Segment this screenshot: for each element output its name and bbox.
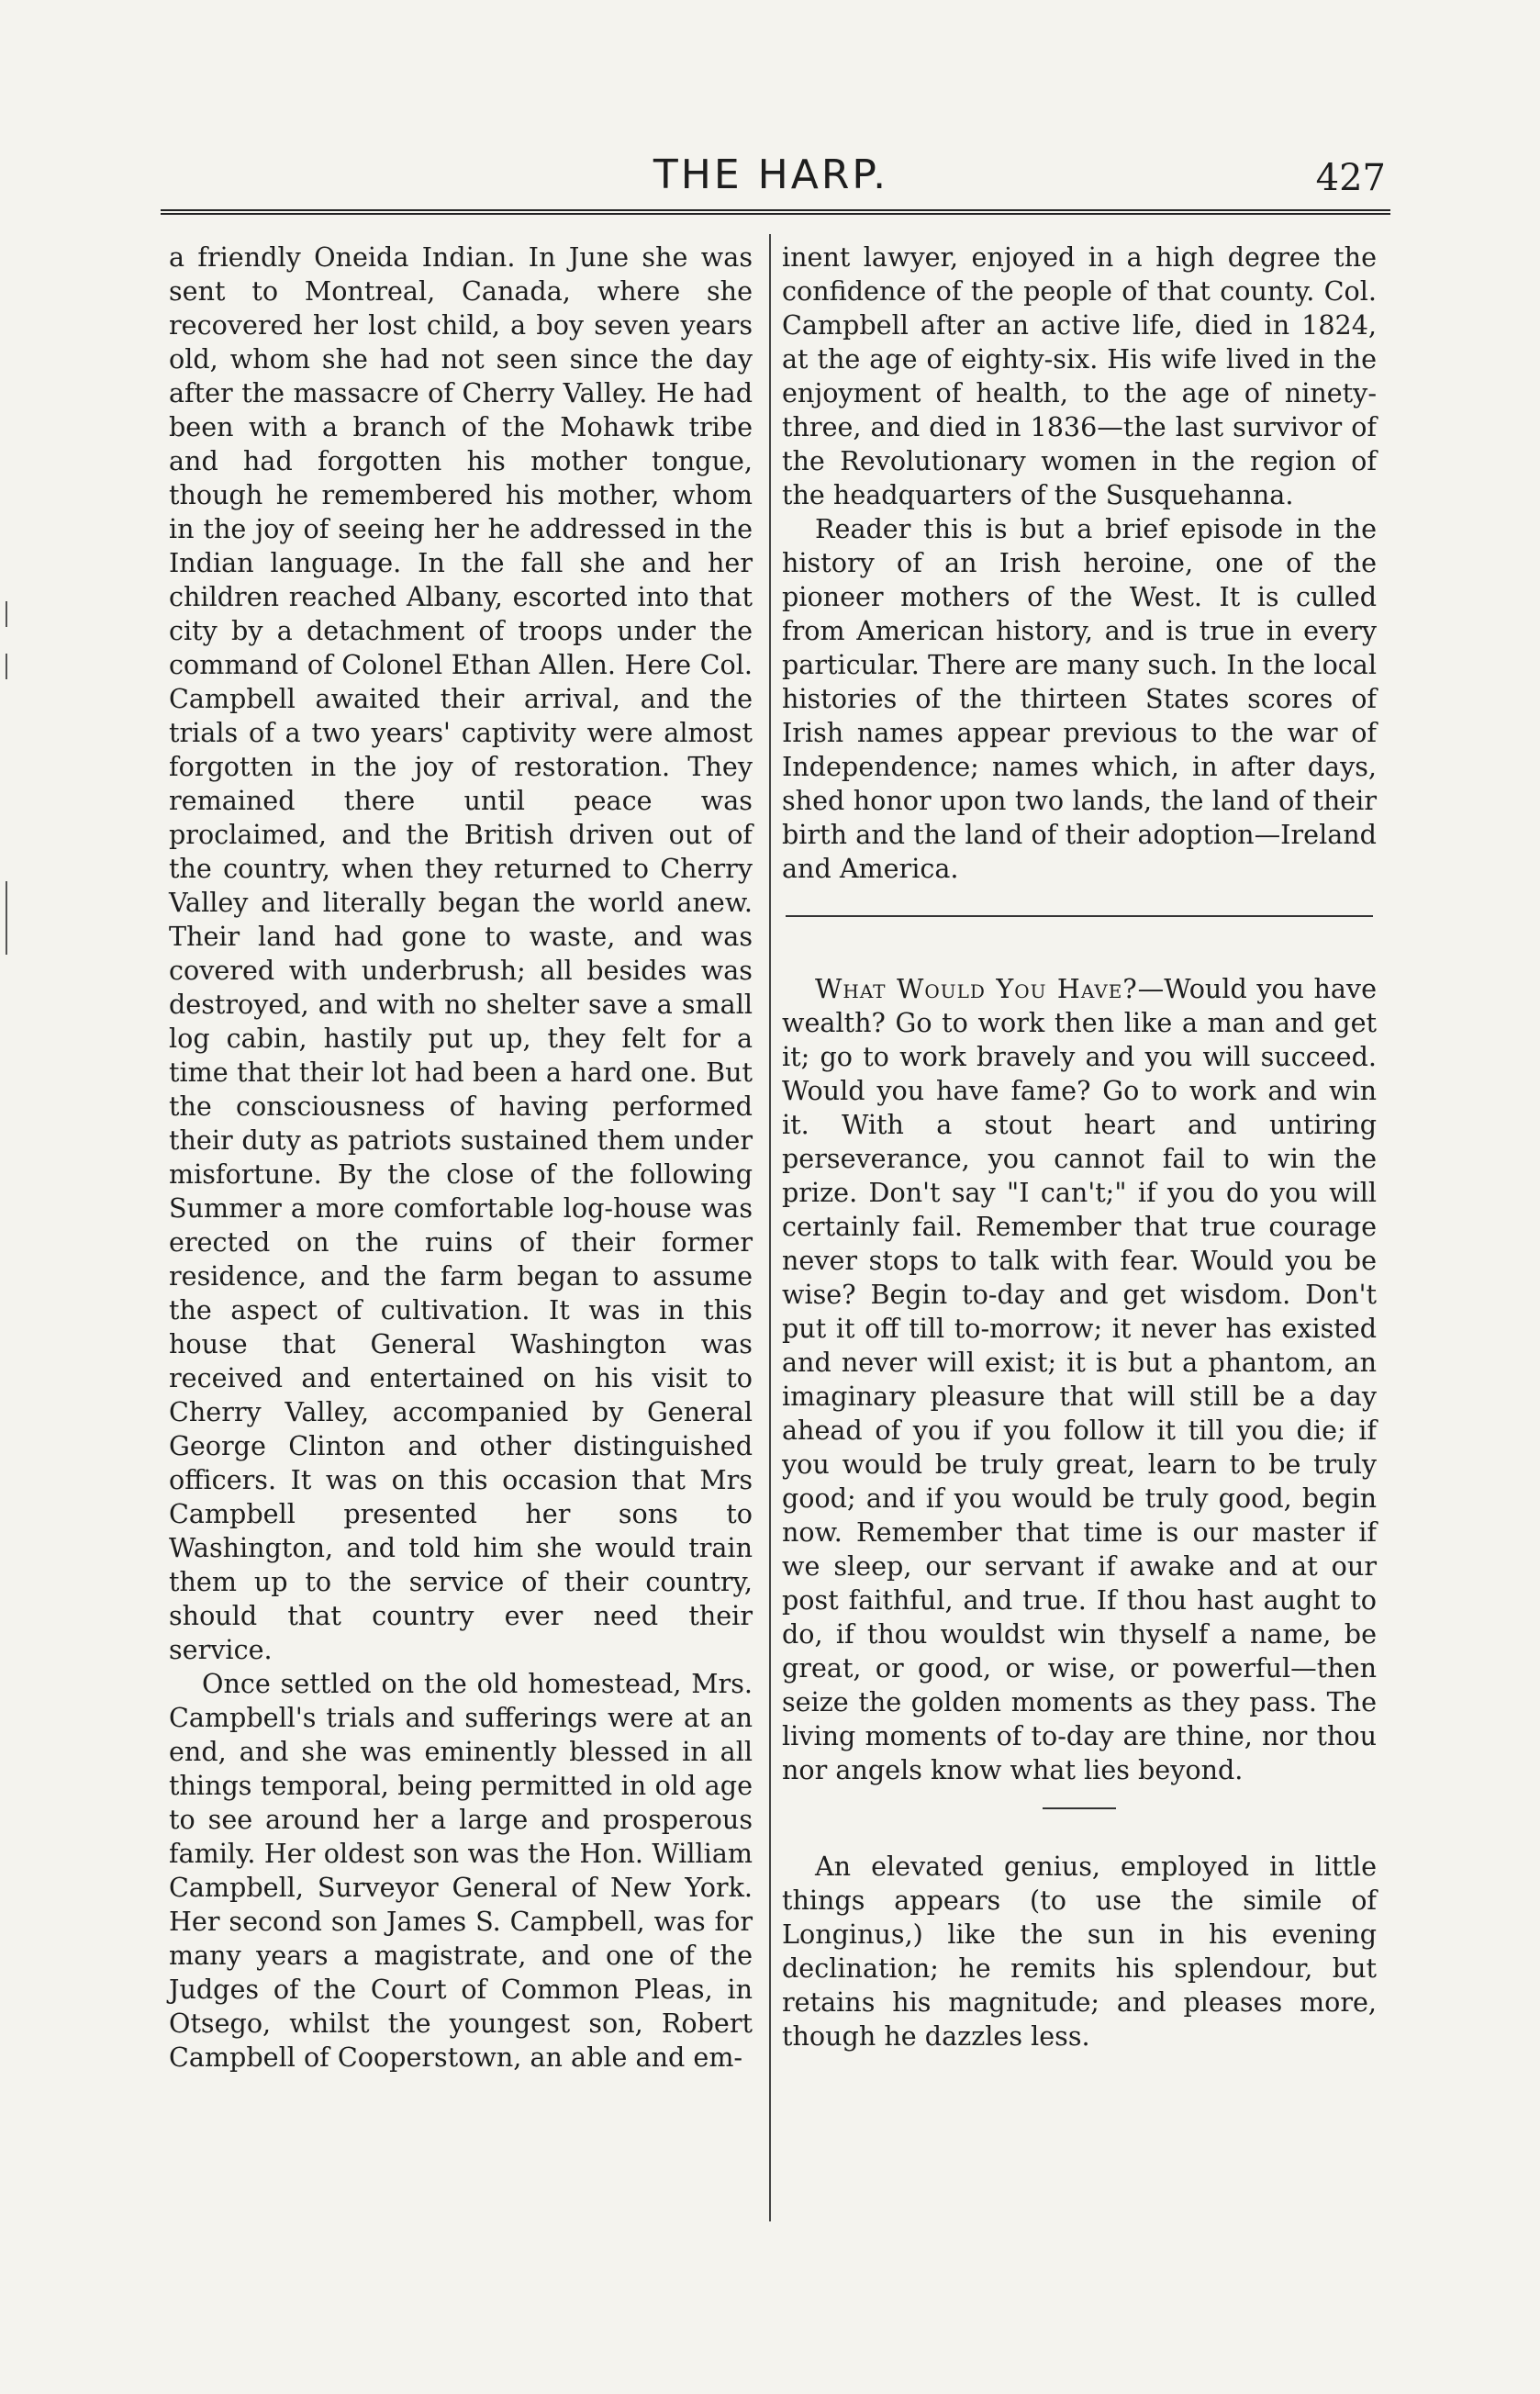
left-column xyxy=(169,241,753,2075)
article-body: —Would you have wealth? Go to work then like a man and get it; go to work bravely and you will succeed. Would you have fame? Go to work and win it. With a stout heart and untiring perseverance, you cannot fail to win the prize. Don't say "I can't;" if you do you will certainly fail. Remember that true courage never stops to talk with fear. Would you be wise? Begin to-day and get wisdom. Don't put it off till to-morrow; it never has existed and never will exist; it is but a phantom, an imaginary pleasure that will still be a day ahead of you if you follow it till you die; if you would be truly great, learn to be truly good; and if you would be truly good, begin now. Remember that time is our master if we sleep, our servant if awake and at our post faithful, and true. If thou hast aught to do, if thou wouldst win thyself a name, be great, or good, or wise, or powerful—then seize the golden moments as they pass. The living moments of to-day are thine, nor thou nor angels know what lies beyond. xyxy=(782,973,1377,1785)
short-separator xyxy=(1043,1807,1116,1809)
article-separator xyxy=(786,915,1373,917)
running-title: THE HARP. xyxy=(653,151,889,198)
header-double-rule xyxy=(161,209,1390,215)
article-elevated-genius: An elevated genius, employed in little things appears (to use the simile of Longinus,) like the sun in his evening declination; he remits his splendour, but retains his magnitude; and pleases more, though he dazzles less. xyxy=(782,1851,1377,2052)
article-what-would-you-have xyxy=(782,972,1377,1787)
article-paragraph: Once settled on the old homestead, Mrs. Campbell's trials and sufferings were at an end, and she was eminently blessed in all things temporal, being permitted in old age to see around her a large and prosperous family. Her oldest son was the Hon. William Campbell, Surveyor General of New York. Her second son James S. Campbell, was for many years a magistrate, and one of the Judges of the Court of Common Pleas, in Otsego, whilst the youngest son, Robert Campbell of Cooperstown, an able and em- xyxy=(169,1668,753,2073)
article-lead-heading: What Would You Have? xyxy=(815,973,1138,1004)
article-paragraph: a friendly Oneida Indian. In June she was sent to Montreal, Canada, where she recovered her lost child, a boy seven years old, whom she had not seen since the day after the massacre of Cherry Valley. He had been with a branch of the Mohawk tribe and had forgotten his mother tongue, though he remembered his mother, whom in the joy of seeing her he addressed in the Indian language. In the fall she and her children reached Albany, escorted into that city by a detachment of troops under the command of Colonel Ethan Allen. Here Col. Campbell awaited their arrival, and the trials of a two years' captivity were almost forgotten in the joy of restoration. They remained there until peace was proclaimed, and the British driven out of the country, when they returned to Cherry Valley and literally began the world anew. Their land had gone to waste, and was covered with underbrush; all besides was destroyed, and with no shelter save a small log cabin, hastily put up, they felt for a time that their lot had been a hard one. But the consciousness of having performed their duty as patriots sustained them under misfortune. By the close of the following Summer a more comfortable log-house was erected on the ruins of their former residence, and the farm began to assume the aspect of cultivation. It was in this house that General Washington was received and entertained on his visit to Cherry Valley, accompanied by General George Clinton and other distinguished officers. It was on this occasion that Mrs Campbell presented her sons to Washington, and told him she would train them up to the service of their country, should that country ever need their service. xyxy=(169,241,753,1665)
column-divider xyxy=(769,234,771,2221)
article-paragraph: inent lawyer, enjoyed in a high degree the confidence of the people of that county. Col. Campbell after an active life, died in 1824, at the age of eighty-six. His wife lived in the enjoyment of health, to the age of ninety-three, and died in 1836—the last survivor of the Revolutionary women in the region of the headquarters of the Susquehanna. xyxy=(782,241,1377,510)
margin-mark xyxy=(6,654,7,679)
margin-mark xyxy=(6,601,7,627)
page-header xyxy=(156,151,1386,207)
article-paragraph: Reader this is but a brief episode in the history of an Irish heroine, one of the pioneer mothers of the West. It is culled from American history, and is true in every particular. There are many such. In the local histories of the thirteen States scores of Irish names appear previous to the war of Independence; names which, in after days, shed honor upon two lands, the land of their birth and the land of their adoption—Ireland and America. xyxy=(782,513,1377,884)
margin-mark xyxy=(6,881,7,955)
right-column xyxy=(782,241,1377,2053)
page-number: 427 xyxy=(1315,157,1386,199)
